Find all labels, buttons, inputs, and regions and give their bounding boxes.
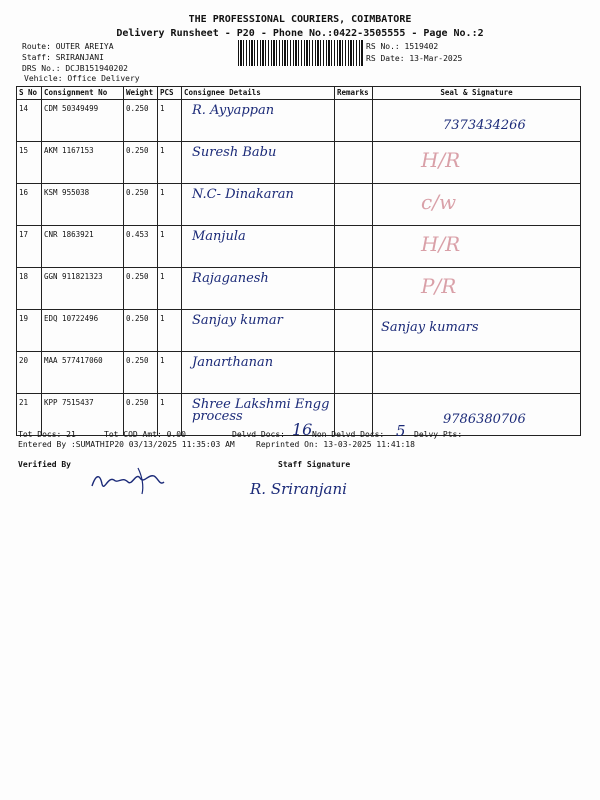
cell-consignment-no	[42, 310, 124, 352]
cell-consignment-no-text: KSM 955038	[44, 188, 90, 197]
cell-sno	[17, 352, 42, 394]
table-row	[17, 352, 581, 394]
receiver-signature-text: 9786380706	[443, 412, 526, 427]
cell-sno	[17, 226, 42, 268]
table-row	[17, 184, 581, 226]
cell-seal-signature	[373, 226, 581, 268]
cell-consignment-no-text: CDM 50349499	[44, 104, 99, 113]
cell-sno-text: 15	[19, 146, 29, 155]
cell-pcs-text: 1	[160, 398, 165, 407]
cell-consignee	[182, 142, 335, 184]
cell-remarks	[335, 226, 373, 268]
cell-weight	[124, 310, 158, 352]
cell-seal-signature	[373, 310, 581, 352]
cell-consignee	[182, 310, 335, 352]
cell-seal-signature	[373, 268, 581, 310]
cell-remarks	[335, 352, 373, 394]
cell-sno	[17, 268, 42, 310]
cell-remarks	[335, 142, 373, 184]
cell-pcs-text: 1	[160, 104, 165, 113]
cell-weight-text: 0.453	[126, 230, 149, 239]
verified-signature-scribble	[88, 464, 168, 498]
barcode-image	[238, 40, 364, 66]
col-header-weight: Weight	[124, 87, 158, 100]
table-row	[17, 310, 581, 352]
vehicle-label: Vehicle: Office Delivery	[24, 74, 140, 83]
col-header-consignee: Consignee Details	[182, 87, 335, 100]
staff-label: Staff: SRIRANJANI	[22, 53, 104, 62]
cell-pcs-text: 1	[160, 188, 165, 197]
cell-consignee	[182, 100, 335, 142]
table-row	[17, 100, 581, 142]
entered-by: Entered By :SUMATHIP20 03/13/2025 11:35:03 AM	[18, 440, 235, 449]
rs-number: RS No.: 1519402	[366, 42, 439, 51]
cell-sno	[17, 100, 42, 142]
cell-remarks	[335, 268, 373, 310]
cell-pcs-text: 1	[160, 272, 165, 281]
non-delivered-docs-handwritten: 5	[396, 422, 406, 440]
cell-weight	[124, 226, 158, 268]
verified-by-label: Verified By	[18, 460, 71, 469]
delivery-status-stamp: H/R	[421, 148, 461, 172]
cell-consignee-text: Janarthanan	[192, 355, 274, 370]
cell-remarks	[335, 100, 373, 142]
cell-weight	[124, 268, 158, 310]
drs-number: DRS No.: DCJB151940202	[22, 64, 128, 73]
cell-seal-signature	[373, 184, 581, 226]
cell-seal-signature	[373, 142, 581, 184]
cell-consignment-no-text: CNR 1863921	[44, 230, 94, 239]
cell-weight	[124, 100, 158, 142]
receiver-signature-text: Sanjay kumars	[381, 320, 479, 335]
cell-seal-signature	[373, 352, 581, 394]
delivered-docs-label: Delvd Docs:	[232, 430, 285, 439]
cell-consignee-text: Manjula	[192, 229, 246, 244]
col-header-sno: S No	[17, 87, 42, 100]
delivery-status-stamp: H/R	[421, 232, 461, 256]
cell-sno-text: 21	[19, 398, 29, 407]
cell-sno-text: 16	[19, 188, 29, 197]
cell-consignee-text: R. Ayyappan	[192, 103, 275, 118]
cell-consignment-no-text: AKM 1167153	[44, 146, 94, 155]
cell-sno	[17, 310, 42, 352]
col-header-pcs: PCS	[158, 87, 182, 100]
cell-pcs-text: 1	[160, 146, 165, 155]
cell-consignment-no-text: EDQ 10722496	[44, 314, 99, 323]
cell-consignment-no-text: GGN 911821323	[44, 272, 103, 281]
cell-consignment-no	[42, 352, 124, 394]
company-title: THE PROFESSIONAL COURIERS, COIMBATORE	[188, 14, 412, 25]
total-cod-amount: Tot COD Amt: 0.00	[104, 430, 186, 439]
cell-seal-signature	[373, 100, 581, 142]
cell-weight	[124, 184, 158, 226]
reprinted-on: Reprinted On: 13-03-2025 11:41:18	[256, 440, 415, 449]
cell-consignment-no	[42, 268, 124, 310]
cell-remarks	[335, 310, 373, 352]
cell-remarks	[335, 184, 373, 226]
staff-signature-handwritten: R. Sriranjani	[250, 480, 347, 498]
cell-pcs	[158, 226, 182, 268]
cell-weight-text: 0.250	[126, 146, 149, 155]
cell-weight	[124, 142, 158, 184]
cell-consignment-no	[42, 226, 124, 268]
cell-sno	[17, 142, 42, 184]
cell-consignment-no	[42, 184, 124, 226]
cell-consignment-no-text: KPP 7515437	[44, 398, 94, 407]
table-row	[17, 142, 581, 184]
cell-weight-text: 0.250	[126, 272, 149, 281]
rs-date: RS Date: 13-Mar-2025	[366, 54, 463, 63]
delivery-status-stamp: c/w	[421, 190, 457, 214]
cell-sno-text: 18	[19, 272, 29, 281]
cell-consignee-text: Suresh Babu	[192, 145, 277, 160]
cell-weight	[124, 352, 158, 394]
total-docs: Tot Docs: 21	[18, 430, 76, 439]
cell-consignee-text: Shree Lakshmi Engg process	[192, 397, 330, 424]
non-delivered-docs-label: Non Delvd Docs:	[312, 430, 385, 439]
cell-weight-text: 0.250	[126, 398, 149, 407]
cell-consignee	[182, 226, 335, 268]
cell-weight-text: 0.250	[126, 104, 149, 113]
delivered-docs-handwritten: 16	[292, 420, 313, 439]
cell-weight-text: 0.250	[126, 188, 149, 197]
route-label: Route: OUTER AREIYA	[22, 42, 114, 51]
cell-weight-text: 0.250	[126, 314, 149, 323]
table-row	[17, 268, 581, 310]
cell-consignee-text: Rajaganesh	[192, 271, 269, 286]
col-header-seal: Seal & Signature	[373, 87, 581, 100]
cell-consignee	[182, 184, 335, 226]
cell-consignee	[182, 268, 335, 310]
cell-sno-text: 19	[19, 314, 29, 323]
table-row	[17, 226, 581, 268]
cell-sno-text: 20	[19, 356, 29, 365]
cell-pcs	[158, 310, 182, 352]
cell-sno-text: 14	[19, 104, 29, 113]
delivery-status-stamp: P/R	[421, 274, 457, 298]
col-header-consignment: Consignment No	[42, 87, 124, 100]
cell-consignment-no	[42, 100, 124, 142]
runsheet-subtitle: Delivery Runsheet - P20 - Phone No.:0422-3505555 - Page No.:2	[116, 28, 484, 39]
delivery-points-label: Delvy Pts:	[414, 430, 463, 439]
cell-consignee-text: N.C- Dinakaran	[192, 187, 294, 202]
cell-sno-text: 17	[19, 230, 29, 239]
cell-consignment-no	[42, 142, 124, 184]
cell-consignee	[182, 352, 335, 394]
table-header-row	[17, 87, 581, 100]
cell-pcs-text: 1	[160, 314, 165, 323]
cell-consignment-no-text: MAA 577417060	[44, 356, 103, 365]
cell-pcs	[158, 184, 182, 226]
cell-consignee-text: Sanjay kumar	[192, 313, 283, 328]
cell-sno	[17, 184, 42, 226]
cell-weight-text: 0.250	[126, 356, 149, 365]
staff-signature-label: Staff Signature	[278, 460, 351, 469]
cell-pcs	[158, 268, 182, 310]
cell-pcs	[158, 142, 182, 184]
receiver-signature-text: 7373434266	[443, 118, 526, 133]
cell-pcs-text: 1	[160, 230, 165, 239]
runsheet-table	[16, 86, 581, 436]
cell-pcs	[158, 100, 182, 142]
cell-pcs-text: 1	[160, 356, 165, 365]
cell-pcs	[158, 352, 182, 394]
col-header-remarks: Remarks	[335, 87, 373, 100]
